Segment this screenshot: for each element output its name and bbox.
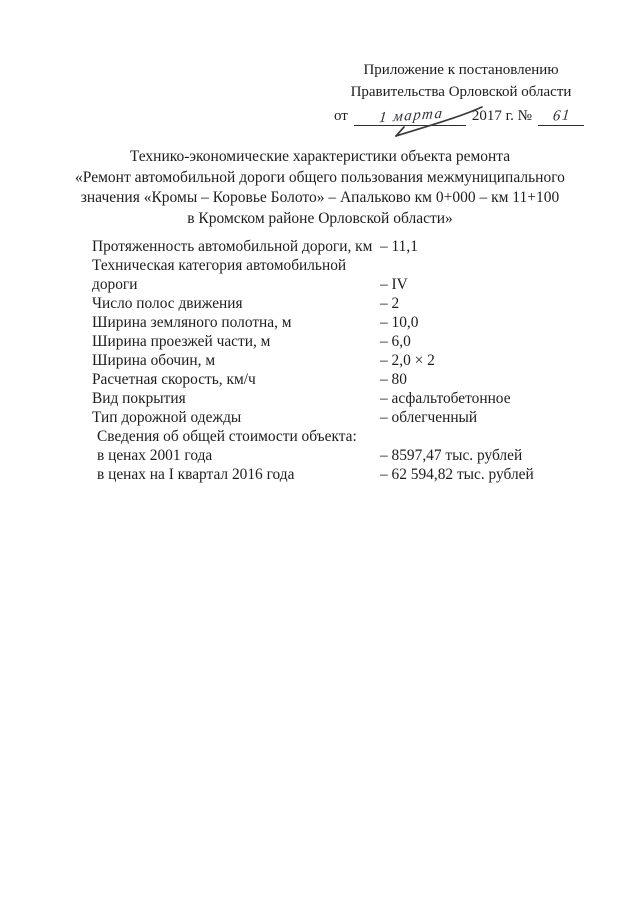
spec-row <box>92 237 597 256</box>
spec-label: Сведения об общей стоимости объекта: <box>97 428 357 445</box>
spec-value: – IV <box>380 276 408 293</box>
title-line-1: Технико-экономические характеристики объекта ремонта <box>129 148 511 165</box>
spec-value <box>380 256 597 275</box>
spec-value: – 2,0 × 2 <box>380 352 435 369</box>
spec-row <box>92 351 597 370</box>
spec-row <box>92 370 597 389</box>
spec-list <box>92 237 597 484</box>
spec-label: в ценах 2001 года <box>97 447 213 464</box>
spec-label: Вид покрытия <box>92 390 186 407</box>
spec-label: Техническая категория автомобильной <box>92 257 347 274</box>
spec-label: Протяженность автомобильной дороги, км <box>92 238 373 255</box>
date-prefix: от <box>334 108 348 124</box>
spec-label: дороги <box>92 276 138 293</box>
spec-row <box>92 313 597 332</box>
handwritten-date: 1 марта <box>377 105 444 127</box>
spec-row <box>92 408 597 427</box>
spec-label: Ширина земляного полотна, м <box>92 314 292 331</box>
header-block <box>334 60 588 128</box>
title-line-3: значения «Кромы – Коровье Болото» – Апальково км 0+000 – км 11+100 <box>80 189 560 207</box>
spec-value: – 80 <box>380 371 407 388</box>
date-suffix: 2017 г. № <box>471 108 532 124</box>
spec-row <box>92 294 597 313</box>
spec-row <box>92 446 597 465</box>
spec-label: Ширина обочин, м <box>92 352 216 369</box>
spec-label: Тип дорожной одежды <box>92 409 242 426</box>
spec-value: – асфальтобетонное <box>380 390 511 407</box>
title-line-4: в Кромском районе Орловской области» <box>187 209 453 227</box>
spec-label: Ширина проезжей части, м <box>92 333 271 350</box>
spec-value: – 10,0 <box>380 314 419 331</box>
spec-label: Расчетная скорость, км/ч <box>92 371 256 388</box>
number-blank-field <box>538 108 584 126</box>
date-line <box>334 106 588 128</box>
spec-value: – 11,1 <box>380 238 418 255</box>
spec-value: – 6,0 <box>380 333 411 350</box>
spec-value: – облегченный <box>380 409 478 426</box>
spec-value: – 8597,47 тыс. рублей <box>380 447 523 464</box>
spec-value: – 2 <box>380 295 400 312</box>
spec-row <box>92 465 597 484</box>
spec-label: в ценах на I квартал 2016 года <box>97 466 295 483</box>
spec-row <box>92 275 597 294</box>
spec-value: – 62 594,82 тыс. рублей <box>380 466 534 483</box>
document-title <box>30 147 610 229</box>
header-line-1: Приложение к постановлению <box>363 62 559 78</box>
header-line-2: Правительства Орловской области <box>350 83 572 100</box>
spec-label: Число полос движения <box>92 295 243 312</box>
date-blank-field <box>354 105 466 127</box>
handwritten-number: 61 <box>552 107 572 125</box>
spec-value <box>380 427 597 446</box>
spec-row <box>92 332 597 351</box>
spec-row <box>92 389 597 408</box>
title-line-2: «Ремонт автомобильной дороги общего пользования межмуниципального <box>75 168 565 186</box>
spec-row <box>92 256 597 275</box>
spec-row <box>92 427 597 446</box>
